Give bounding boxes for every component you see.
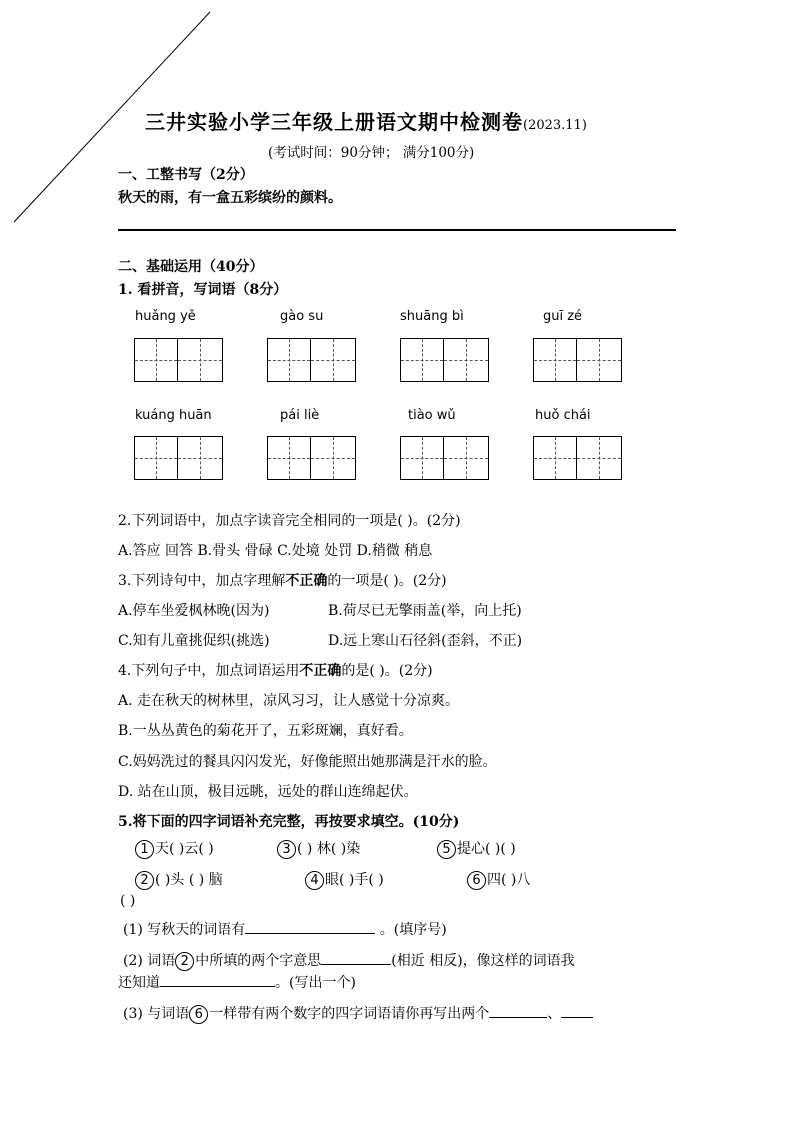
- idiom-1: 1 天( )云( ): [135, 838, 214, 859]
- grid-cell[interactable]: [577, 338, 622, 382]
- grid-cell[interactable]: [134, 338, 178, 382]
- q4-option-b: B.一丛丛黄色的菊花开了，五彩斑斓，真好看。: [118, 723, 413, 739]
- q5-sub2-cont: 还知道 。(写出一个): [118, 972, 356, 992]
- grid-cell[interactable]: [444, 436, 489, 480]
- idiom-6: 6 四( )八: [467, 869, 530, 890]
- q5-sub3: (3) 与词语 6 一样带有两个数字的四字词语请你再写出两个 、: [123, 1003, 593, 1024]
- answer-blank[interactable]: [160, 972, 275, 987]
- q5-heading: 5.将下面的四字词语补充完整，再按要求填空。(10分): [118, 814, 460, 830]
- q2-stem: 2.下列词语中，加点字读音完全相同的一项是( )。(2分): [118, 513, 461, 529]
- grid-cell[interactable]: [178, 436, 223, 480]
- pinyin-label: pái liè: [280, 408, 320, 423]
- section2-heading: 二、基础运用（40分）: [118, 259, 264, 275]
- q3-stem: 3.下列诗句中，加点字理解不正确的一项是( )。(2分): [118, 573, 447, 589]
- answer-blank[interactable]: [245, 919, 375, 934]
- grid-cell[interactable]: [533, 338, 577, 382]
- idiom-3: 3 ( ) 林( )染: [277, 838, 360, 859]
- idiom-6-wrap: ( ): [120, 893, 136, 909]
- idiom-2: 2 ( )头 ( ) 脑: [135, 869, 223, 890]
- pinyin-label: shuāng bì: [400, 309, 464, 324]
- answer-grid[interactable]: [134, 338, 223, 382]
- exam-info: (考试时间：90分钟； 满分100分): [268, 145, 475, 161]
- q4-stem: 4.下列句子中，加点词语运用不正确的是( )。(2分): [118, 663, 433, 679]
- q3-option-a: A.停车坐爱枫林晚(因为): [118, 603, 270, 619]
- answer-blank[interactable]: [561, 1003, 593, 1018]
- answer-grid[interactable]: [267, 338, 356, 382]
- answer-grid[interactable]: [400, 338, 489, 382]
- idiom-5: 5 提心( )( ): [437, 838, 516, 859]
- answer-grid[interactable]: [533, 338, 622, 382]
- pinyin-label: kuáng huān: [135, 408, 212, 423]
- pinyin-label: huǒ chái: [535, 408, 591, 423]
- idiom-4: 4 眼( )手( ): [305, 869, 384, 890]
- answer-grid[interactable]: [400, 436, 489, 480]
- grid-cell[interactable]: [267, 338, 311, 382]
- answer-blank[interactable]: [489, 1003, 547, 1018]
- title-date: (2023.11): [523, 118, 587, 133]
- q3-option-b: B.荷尽已无擎雨盖(举，向上托): [328, 603, 522, 619]
- pinyin-label: tiào wǔ: [408, 408, 456, 423]
- q5-sub1: (1) 写秋天的词语有 。(填序号): [123, 919, 447, 939]
- q1-heading: 1. 看拼音，写词语（8分）: [118, 282, 288, 298]
- grid-cell[interactable]: [134, 436, 178, 480]
- section1-heading: 一、工整书写（2分）: [118, 167, 254, 183]
- grid-cell[interactable]: [533, 436, 577, 480]
- grid-cell[interactable]: [577, 436, 622, 480]
- answer-grid[interactable]: [134, 436, 223, 480]
- pinyin-label: huǎng yě: [135, 309, 196, 324]
- pinyin-label: gào su: [280, 309, 324, 324]
- answer-grid[interactable]: [267, 436, 356, 480]
- pinyin-label: guī zé: [543, 309, 583, 324]
- grid-cell[interactable]: [444, 338, 489, 382]
- page-title: [145, 106, 587, 135]
- q4-option-c: C.妈妈洗过的餐具闪闪发光，好像能照出她那满是汗水的脸。: [118, 754, 497, 770]
- grid-cell[interactable]: [311, 338, 356, 382]
- q3-option-d: D.远上寒山石径斜(歪斜，不正): [328, 633, 523, 649]
- q2-options: A.答应 回答 B.骨头 骨碌 C.处境 处罚 D.稍微 稍息: [118, 543, 433, 559]
- answer-blank[interactable]: [321, 950, 391, 965]
- section1-sentence: 秋天的雨，有一盒五彩缤纷的颜料。: [118, 190, 342, 206]
- answer-grid[interactable]: [533, 436, 622, 480]
- q4-option-d: D. 站在山顶，极目远眺，远处的群山连绵起伏。: [118, 784, 418, 800]
- grid-cell[interactable]: [400, 338, 444, 382]
- q4-option-a: A. 走在秋天的树林里，凉风习习，让人感觉十分凉爽。: [118, 693, 460, 709]
- title-main: 三井实验小学三年级上册语文期中检测卷: [145, 110, 523, 134]
- grid-cell[interactable]: [178, 338, 223, 382]
- grid-cell[interactable]: [400, 436, 444, 480]
- grid-cell[interactable]: [311, 436, 356, 480]
- q5-sub2: (2) 词语 2 中所填的两个字意思 (相近 相反)，像这样的词语我: [123, 950, 575, 971]
- q3-option-c: C.知有儿童挑促织(挑选): [118, 633, 270, 649]
- writing-line[interactable]: [118, 229, 676, 231]
- grid-cell[interactable]: [267, 436, 311, 480]
